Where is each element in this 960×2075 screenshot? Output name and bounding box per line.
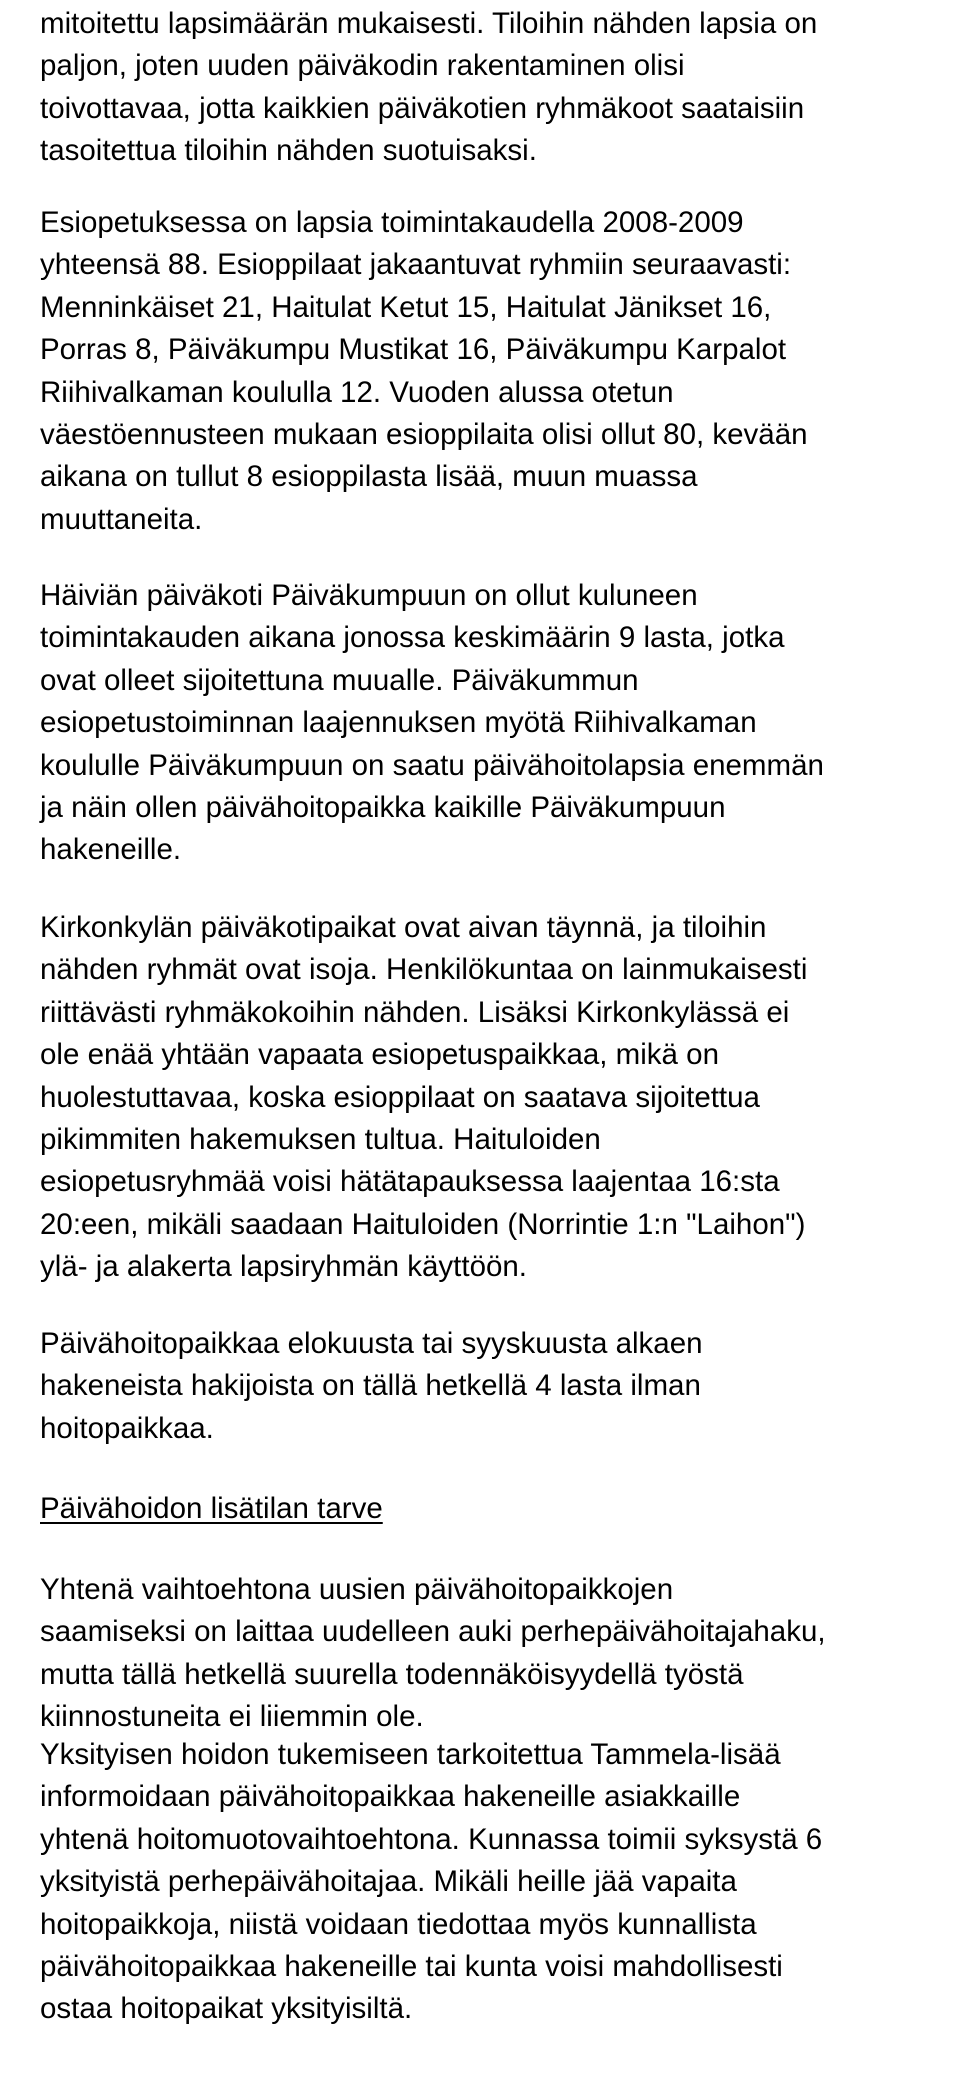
text-line: ole enää yhtään vapaata esiopetuspaikkaa, mikä on xyxy=(40,1038,719,1072)
text-line: nähden ryhmät ovat isoja. Henkilökuntaa on lainmukaisesti xyxy=(40,953,808,987)
text-line: Yksityisen hoidon tukemiseen tarkoitettua Tammela-lisää xyxy=(40,1738,781,1771)
text-line: kiinnostuneita ei liiemmin ole. xyxy=(40,1700,424,1734)
text-line: ostaa hoitopaikat yksityisiltä. xyxy=(40,1992,413,2026)
text-line: pikimmiten hakemuksen tultua. Haituloiden xyxy=(40,1122,601,1156)
text-line: ovat olleet sijoitettuna muualle. Päiväkummun xyxy=(40,663,639,697)
text-line: ylä- ja alakerta lapsiryhmän käyttöön. xyxy=(40,1250,527,1284)
text-line: hakeneista hakijoista on tällä hetkellä 4 lasta ilman xyxy=(40,1369,701,1403)
text-line: yksityistä perhepäivähoitajaa. Mikäli heille jää vapaita xyxy=(40,1865,737,1899)
section-heading xyxy=(40,1488,383,1530)
text-line: hoitopaikkaa. xyxy=(40,1411,214,1445)
text-line: hakeneille. xyxy=(40,833,182,867)
text-line: Riihivalkaman koululla 12. Vuoden alussa otetun xyxy=(40,375,674,409)
text-line: toimintakauden aikana jonossa keskimäärin 9 lasta, jotka xyxy=(40,621,785,655)
text-line: esiopetusryhmää voisi hätätapauksessa laajentaa 16:sta xyxy=(40,1165,780,1199)
text-line: Yhtenä vaihtoehtona uusien päivähoitopaikkojen xyxy=(40,1573,674,1606)
text-line: tasoitettua tiloihin nähden suotuisaksi. xyxy=(40,134,537,168)
paragraph-waiting-applicants xyxy=(40,1323,703,1450)
paragraph-paivakumpu-queue xyxy=(40,575,824,872)
text-line: esiopetustoiminnan laajennuksen myötä Riihivalkaman xyxy=(40,706,757,740)
text-line: informoidaan päivähoitopaikkaa hakeneille asiakkaille xyxy=(40,1780,741,1814)
text-line: muuttaneita. xyxy=(40,502,203,536)
paragraph-preschool-groups xyxy=(40,202,808,541)
paragraph-private-care xyxy=(40,1734,822,2031)
paragraph-room-sizing xyxy=(40,3,817,173)
text-line: ja näin ollen päivähoitopaikka kaikille Päiväkumpuun xyxy=(40,790,726,824)
text-line: aikana on tullut 8 esioppilasta lisää, muun muassa xyxy=(40,460,698,494)
text-line: mitoitettu lapsimäärän mukaisesti. Tiloihin nähden lapsia on xyxy=(40,7,818,40)
text-line: 20:een, mikäli saadaan Haituloiden (Norrintie 1:n "Laihon") xyxy=(40,1207,806,1241)
text-line: koululle Päiväkumpuun on saatu päivähoitolapsia enemmän xyxy=(40,748,824,782)
text-line: Päivähoitopaikkaa elokuusta tai syyskuusta alkaen xyxy=(40,1327,703,1360)
text-line: Porras 8, Päiväkumpu Mustikat 16, Päiväkumpu Karpalot xyxy=(40,333,787,367)
text-line: hoitopaikkoja, niistä voidaan tiedottaa myös kunnallista xyxy=(40,1907,757,1941)
text-line: Kirkonkylän päiväkotipaikat ovat aivan täynnä, ja tiloihin xyxy=(40,911,767,944)
heading-text: Päivähoidon lisätilan tarve xyxy=(40,1492,383,1525)
text-line: mutta tällä hetkellä suurella todennäköisyydellä työstä xyxy=(40,1657,744,1691)
text-line: Esiopetuksessa on lapsia toimintakaudella 2008-2009 xyxy=(40,206,744,239)
text-line: huolestuttavaa, koska esioppilaat on saatava sijoitettua xyxy=(40,1080,760,1114)
text-line: Häiviän päiväkoti Päiväkumpuun on ollut kuluneen xyxy=(40,579,698,612)
text-line: toivottavaa, jotta kaikkien päiväkotien ryhmäkoot saataisiin xyxy=(40,91,805,125)
text-line: riittävästi ryhmäkokoihin nähden. Lisäksi Kirkonkylässä ei xyxy=(40,995,790,1029)
text-line: yhteensä 88. Esioppilaat jakaantuvat ryhmiin seuraavasti: xyxy=(40,248,792,282)
text-line: väestöennusteen mukaan esioppilaita olisi ollut 80, kevään xyxy=(40,417,808,451)
text-line: yhtenä hoitomuotovaihtoehtona. Kunnassa toimii syksystä 6 xyxy=(40,1822,823,1856)
paragraph-kirkonkyla xyxy=(40,907,807,1289)
paragraph-family-daycare xyxy=(40,1569,826,1739)
text-line: paljon, joten uuden päiväkodin rakentaminen olisi xyxy=(40,49,685,83)
text-line: saamiseksi on laittaa uudelleen auki perhepäivähoitajahaku, xyxy=(40,1615,826,1649)
text-line: Menninkäiset 21, Haitulat Ketut 15, Haitulat Jänikset 16, xyxy=(40,290,772,324)
text-line: päivähoitopaikkaa hakeneille tai kunta voisi mahdollisesti xyxy=(40,1949,783,1983)
